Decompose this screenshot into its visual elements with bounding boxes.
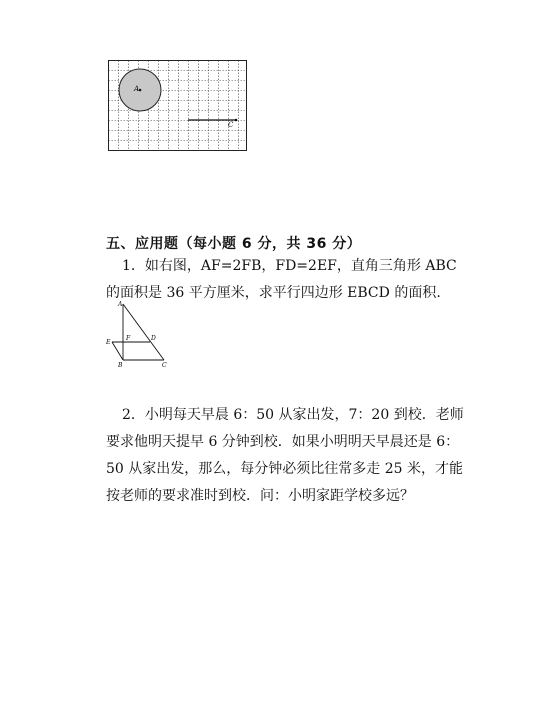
edge-ac: [123, 304, 164, 360]
question-2-text: 2．小明每天早晨 6：50 从家出发，7：20 到校．老师要求他明天提早 6 分钟到校．如果小明明天早晨还是 6：50 从家出发，那么，每分钟必须比往常多走 25 米，才能按老师的要求准时到校．问：小明家距学校多远？: [106, 407, 464, 504]
label-b: B: [118, 362, 123, 369]
label-f: F: [126, 335, 131, 342]
circle-center-point: [139, 89, 142, 92]
segment-end-point: [235, 119, 238, 122]
label-c: C: [162, 362, 167, 369]
grid-figure: [108, 60, 250, 152]
edge-eb: [112, 342, 123, 360]
section-title: 五、应用题（每小题 6 分，共 36 分）: [106, 236, 362, 252]
label-e: E: [106, 339, 111, 346]
label-a: A: [118, 301, 123, 308]
circle-label: A: [134, 85, 140, 93]
question-1-text: 1．如右图，AF=2FB，FD=2EF，直角三角形 ABC 的面积是 36 平方厘米，求平行四边形 EBCD 的面积.: [106, 258, 457, 301]
triangle-parallelogram-figure: [104, 298, 170, 370]
label-d: D: [151, 335, 156, 342]
segment-point-label: C: [228, 121, 234, 129]
